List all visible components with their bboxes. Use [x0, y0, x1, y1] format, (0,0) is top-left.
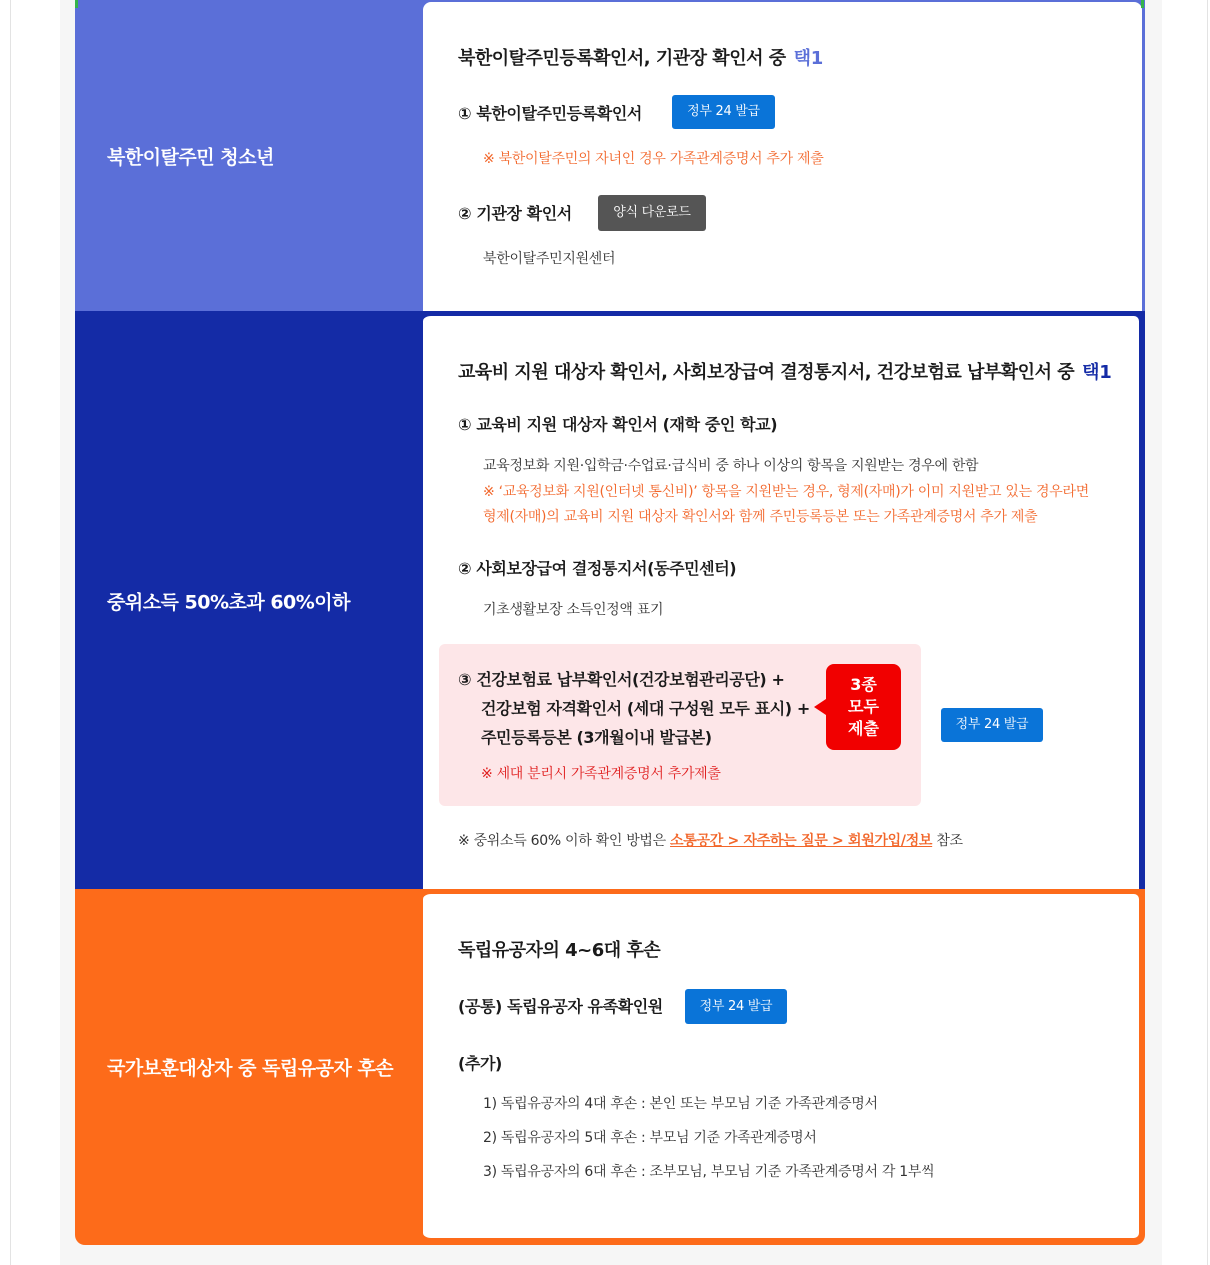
- section-independence-patriot-descendants: [75, 889, 1145, 1245]
- household-separation-note: ※ 세대 분리시 가족관계증명서 추가제출: [481, 766, 721, 782]
- submit-all-three-badge: [826, 664, 901, 750]
- defector-support-center-text: 북한이탈주민지원센터: [483, 251, 616, 267]
- section-title: 독립유공자의 4~6대 후손: [458, 940, 661, 961]
- gov24-issue-button[interactable]: 정부 24 발급: [685, 989, 787, 1024]
- section-card: [423, 891, 1142, 1241]
- form-download-button[interactable]: 양식 다운로드: [598, 195, 706, 231]
- badge-line1: 3종: [850, 675, 877, 694]
- education-support-text: 교육정보화 지원·입학금·수업료·급식비 중 하나 이상의 항목을 지원받는 경우에 한함: [483, 458, 979, 474]
- education-support-note-line2: 형제(자매)의 교육비 지원 대상자 확인서와 함께 주민등록등본 또는 가족관계증명서 추가 제출: [483, 509, 1038, 525]
- section-label: 북한이탈주민 청소년: [107, 146, 274, 169]
- gov24-issue-button[interactable]: 정부 24 발급: [672, 95, 775, 129]
- section-title: [458, 44, 823, 70]
- guide-suffix: 참조: [936, 833, 963, 849]
- badge-line2: 모두: [848, 697, 879, 716]
- health-insurance-line1: ③ 건강보험료 납부확인서(건강보험관리공단) +: [458, 670, 785, 689]
- defector-note: ※ 북한이탈주민의 자녀인 경우 가족관계증명서 추가 제출: [483, 151, 824, 167]
- edge-accent-right: [1141, 0, 1144, 8]
- health-insurance-line3: 주민등록등본 (3개월이내 발급본): [481, 728, 712, 747]
- badge-line3: 제출: [848, 719, 879, 738]
- health-insurance-line2: 건강보험 자격확인서 (세대 구성원 모두 표시) +: [481, 699, 810, 718]
- median-income-guide: [458, 830, 963, 850]
- additional-item-4th: 1) 독립유공자의 4대 후손 : 본인 또는 부모님 기준 가족관계증명서: [483, 1096, 878, 1112]
- item-defector-registration: ① 북한이탈주민등록확인서: [458, 104, 642, 123]
- pick-one-label: 택1: [1082, 362, 1112, 383]
- additional-item-6th: 3) 독립유공자의 6대 후손 : 조부모님, 부모님 기준 가족관계증명서 각 1부씩: [483, 1164, 935, 1180]
- item-institution-head-confirmation: ② 기관장 확인서: [458, 204, 572, 223]
- item-bereaved-family-confirmation: (공통) 독립유공자 유족확인원: [458, 997, 663, 1016]
- social-security-text: 기초생활보장 소득인정액 표기: [483, 602, 664, 618]
- section-title-text: 교육비 지원 대상자 확인서, 사회보장급여 결정통지서, 건강보험료 납부확인서 중: [458, 362, 1075, 383]
- section-card: [423, 313, 1142, 891]
- section-median-income: [75, 311, 1145, 891]
- additional-item-5th: 2) 독립유공자의 5대 후손 : 부모님 기준 가족관계증명서: [483, 1130, 817, 1146]
- item-education-support-confirmation: ① 교육비 지원 대상자 확인서 (재학 중인 학교): [458, 415, 778, 434]
- section-label: 국가보훈대상자 중 독립유공자 후손: [107, 1057, 394, 1080]
- pick-one-label: 택1: [793, 48, 823, 69]
- gov24-issue-button[interactable]: 정부 24 발급: [941, 708, 1043, 742]
- education-support-note-line1: ※ ‘교육정보화 지원(인터넷 통신비)’ 항목을 지원받는 경우, 형제(자매)가 이미 지원받고 있는 경우라면: [483, 484, 1089, 500]
- item-social-security-notice: ② 사회보장급여 결정통지서(동주민센터): [458, 559, 737, 578]
- section-label: 중위소득 50%초과 60%이하: [107, 591, 351, 614]
- health-insurance-box: [439, 644, 921, 806]
- section-title: [458, 358, 1111, 384]
- section-north-korean-defector-youth: [75, 0, 1145, 312]
- guide-prefix: ※ 중위소득 60% 이하 확인 방법은: [458, 833, 666, 849]
- faq-link[interactable]: 소통공간 > 자주하는 질문 > 회원가입/정보: [670, 833, 933, 849]
- additional-title: (추가): [458, 1054, 502, 1073]
- edge-accent-left: [75, 0, 78, 8]
- section-title-text: 북한이탈주민등록확인서, 기관장 확인서 중: [458, 48, 786, 69]
- section-card: [423, 2, 1142, 314]
